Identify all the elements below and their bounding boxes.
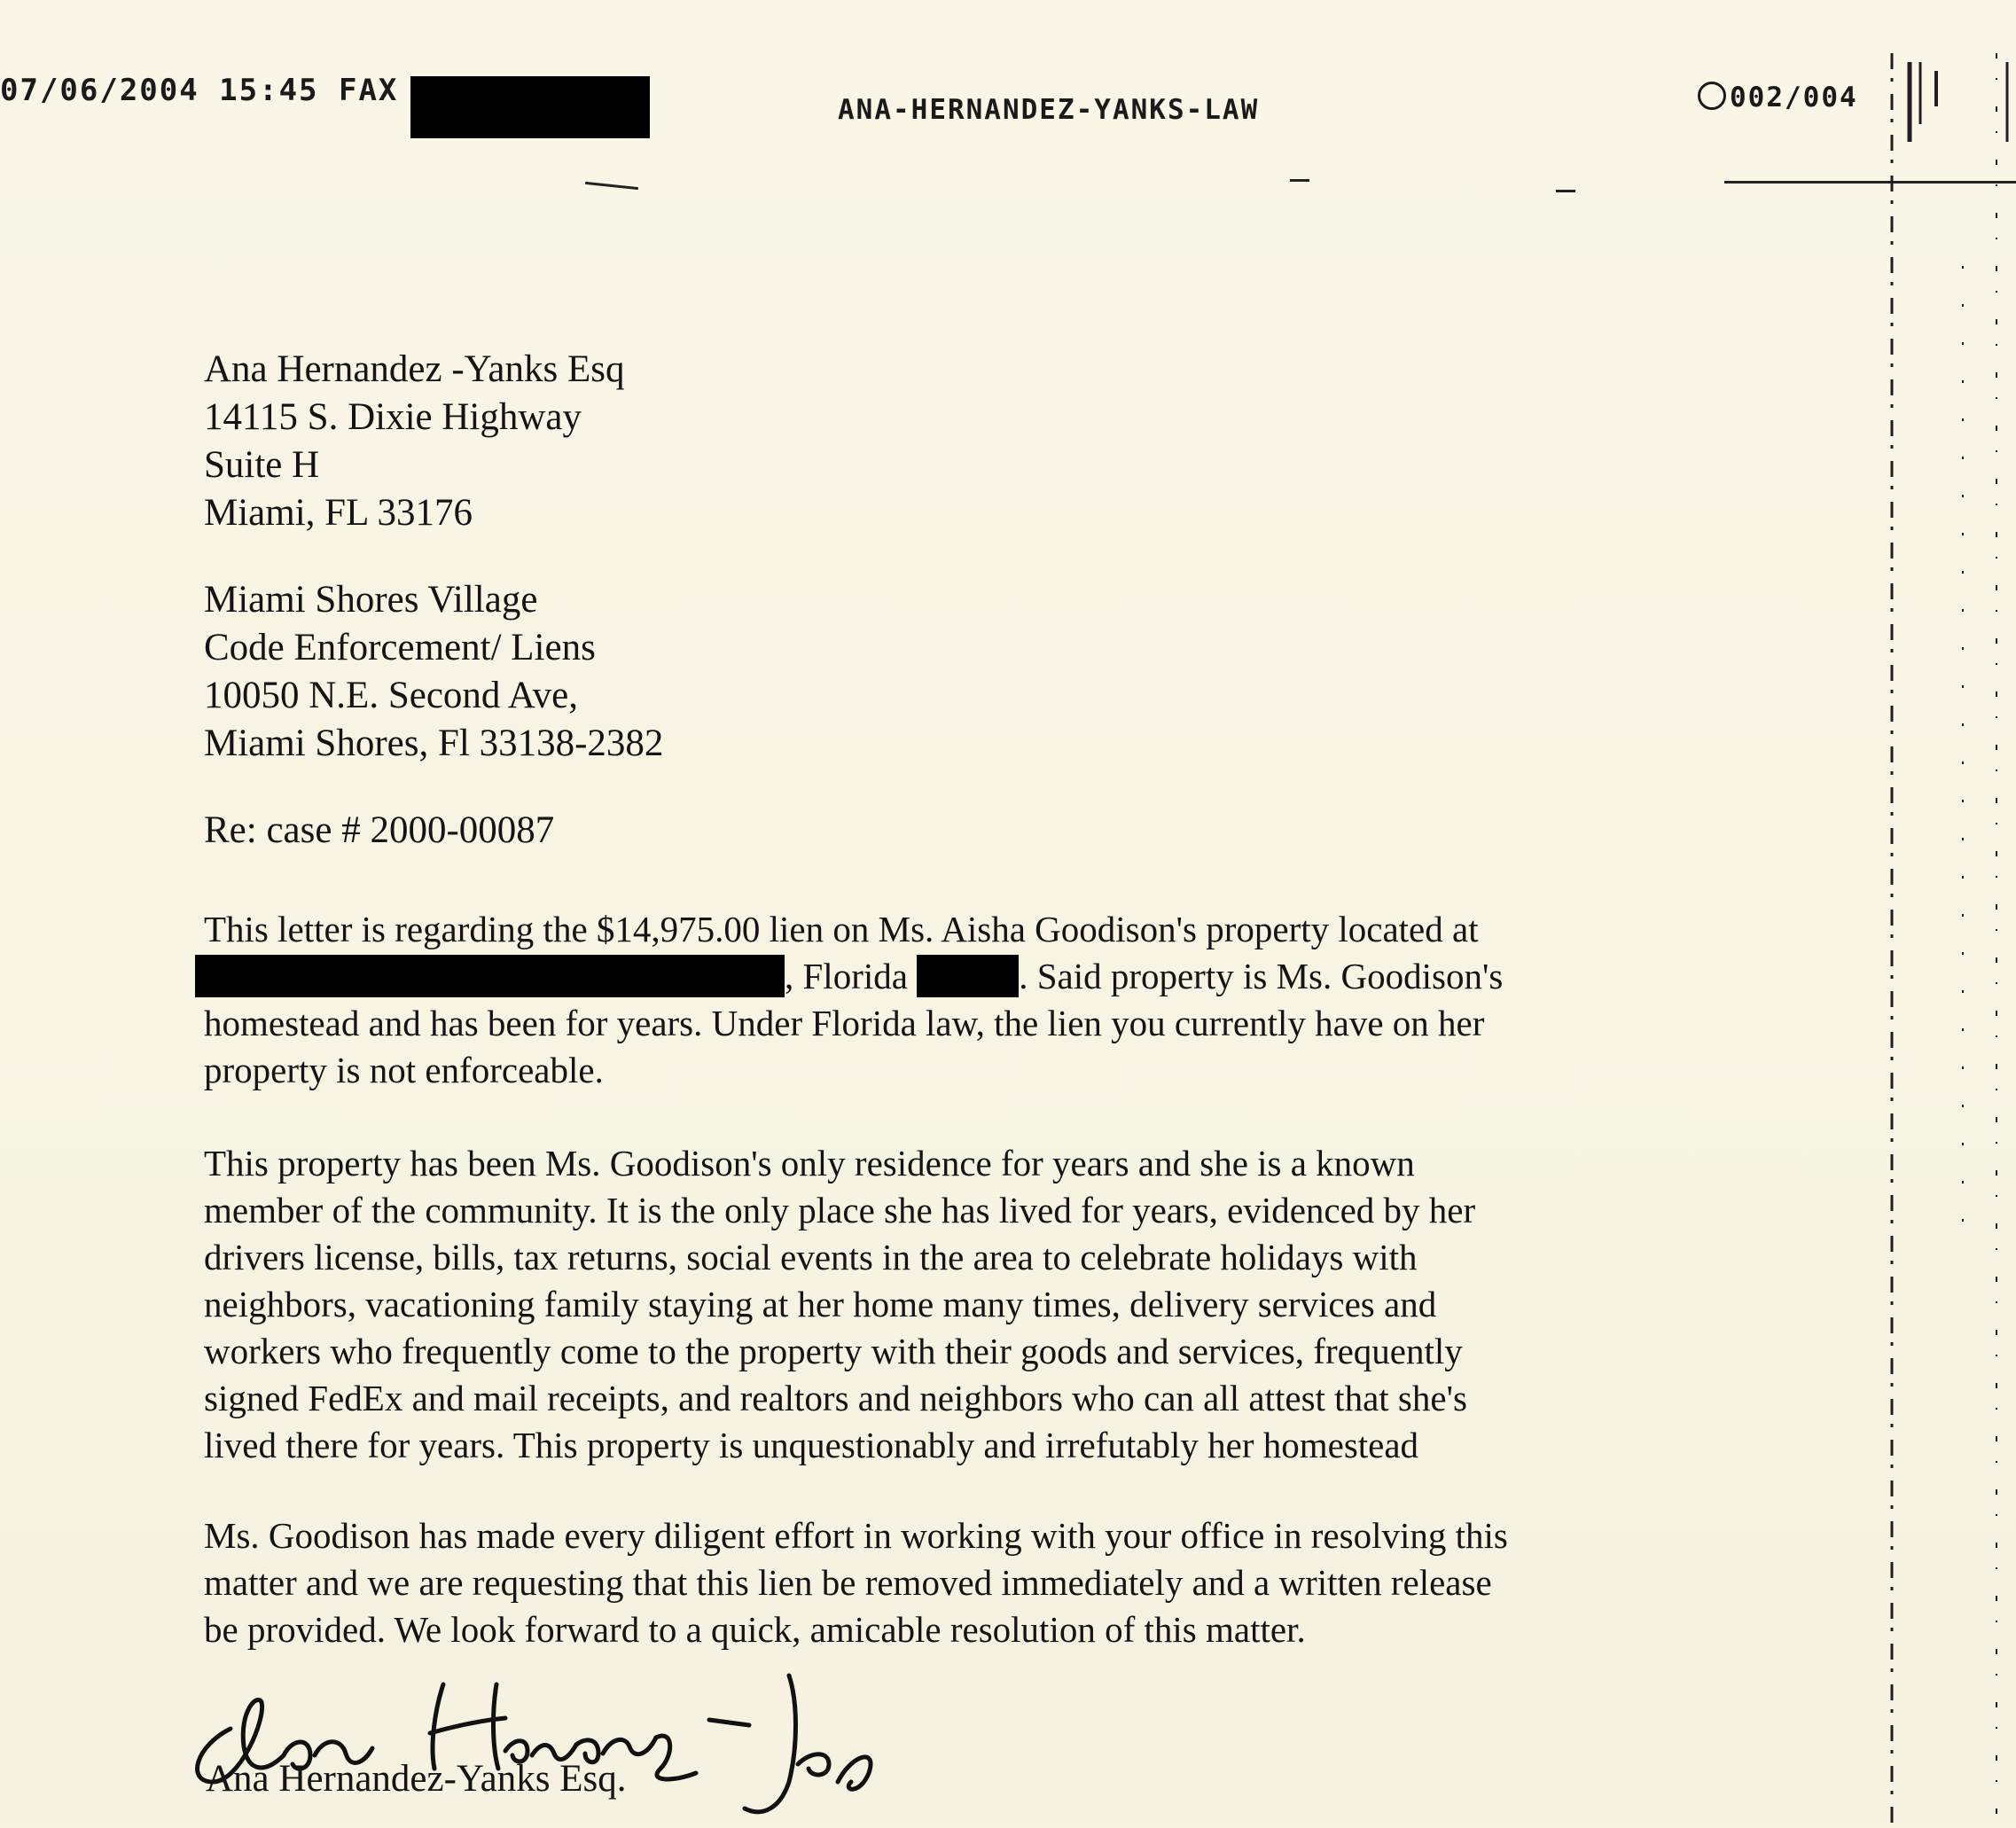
paragraph-line: member of the community. It is the only place she has lived for years, evidenced by her [204, 1190, 1476, 1230]
fax-artifact [1556, 190, 1575, 192]
fax-artifact [1290, 179, 1309, 182]
fax-datetime: 07/06/2004 15:45 FAX [0, 73, 399, 108]
recipient-street: 10050 N.E. Second Ave, [204, 675, 578, 716]
fax-artifact [585, 182, 638, 190]
recipient-name: Miami Shores Village [204, 579, 538, 621]
fax-sender: ANA-HERNANDEZ-YANKS-LAW [838, 94, 1260, 126]
paragraph-text: , Florida [785, 956, 908, 996]
paragraph-line: workers who frequently come to the property with their goods and services, frequently [204, 1331, 1463, 1371]
paragraph-request [204, 1512, 1684, 1653]
redaction-fax-number [410, 76, 650, 138]
paragraph-text: . Said property is Ms. Goodison's [1019, 956, 1504, 996]
printed-signature-name [206, 1755, 627, 1803]
fax-edge-marks [1874, 0, 2016, 1824]
paragraph-line: be provided. We look forward to a quick, amicable resolution of this matter. [204, 1609, 1306, 1650]
paragraph-line: homestead and has been for years. Under Florida law, the lien you currently have on her [204, 1003, 1485, 1043]
paragraph-line: This letter is regarding the $14,975.00 lien on Ms. Aisha Goodison's property located at [204, 909, 1479, 949]
paragraph-line: matter and we are requesting that this lien be removed immediately and a written release [204, 1562, 1492, 1603]
paragraph-line: lived there for years. This property is unquestionably and irrefutably her homestead [204, 1425, 1419, 1465]
redaction-zip-code [917, 955, 1019, 997]
paragraph-line: drivers license, bills, tax returns, social events in the area to celebrate holidays with [204, 1237, 1418, 1277]
fax-edge-marks-graphic [1874, 0, 2016, 1824]
sender-suite: Suite H [204, 444, 320, 486]
redaction-property-address [195, 955, 785, 997]
paragraph-line: Ms. Goodison has made every diligent effort in working with your office in resolving this [204, 1515, 1508, 1556]
sender-street: 14115 S. Dixie Highway [204, 396, 582, 438]
fax-page-count [1698, 82, 1858, 113]
paragraph-line: property is not enforceable. [204, 1050, 604, 1090]
printed-name-text: Ana Hernandez-Yanks Esq. [206, 1758, 627, 1800]
re-line [204, 807, 554, 855]
paragraph-line: This property has been Ms. Goodison's only residence for years and she is a known [204, 1143, 1415, 1184]
recipient-address-block [204, 576, 663, 768]
sender-name: Ana Hernandez -Yanks Esq [204, 348, 625, 390]
recipient-department: Code Enforcement/ Liens [204, 627, 596, 668]
sender-city: Miami, FL 33176 [204, 492, 473, 534]
paragraph-residence [204, 1140, 1684, 1469]
paragraph-line: signed FedEx and mail receipts, and realtors and neighbors who can all attest that she's [204, 1378, 1467, 1418]
fax-page-text: 002/004 [1730, 82, 1858, 113]
re-case-number: Re: case # 2000-00087 [204, 809, 555, 851]
paragraph-line: neighbors, vacationing family staying at her home many times, delivery services and [204, 1284, 1437, 1324]
sender-address-block [204, 346, 625, 537]
paragraph-lien [204, 906, 1684, 1094]
paragraph-line-with-redactions [195, 953, 1684, 1000]
fax-page-icon [1698, 82, 1726, 110]
recipient-city: Miami Shores, Fl 33138-2382 [204, 723, 664, 764]
